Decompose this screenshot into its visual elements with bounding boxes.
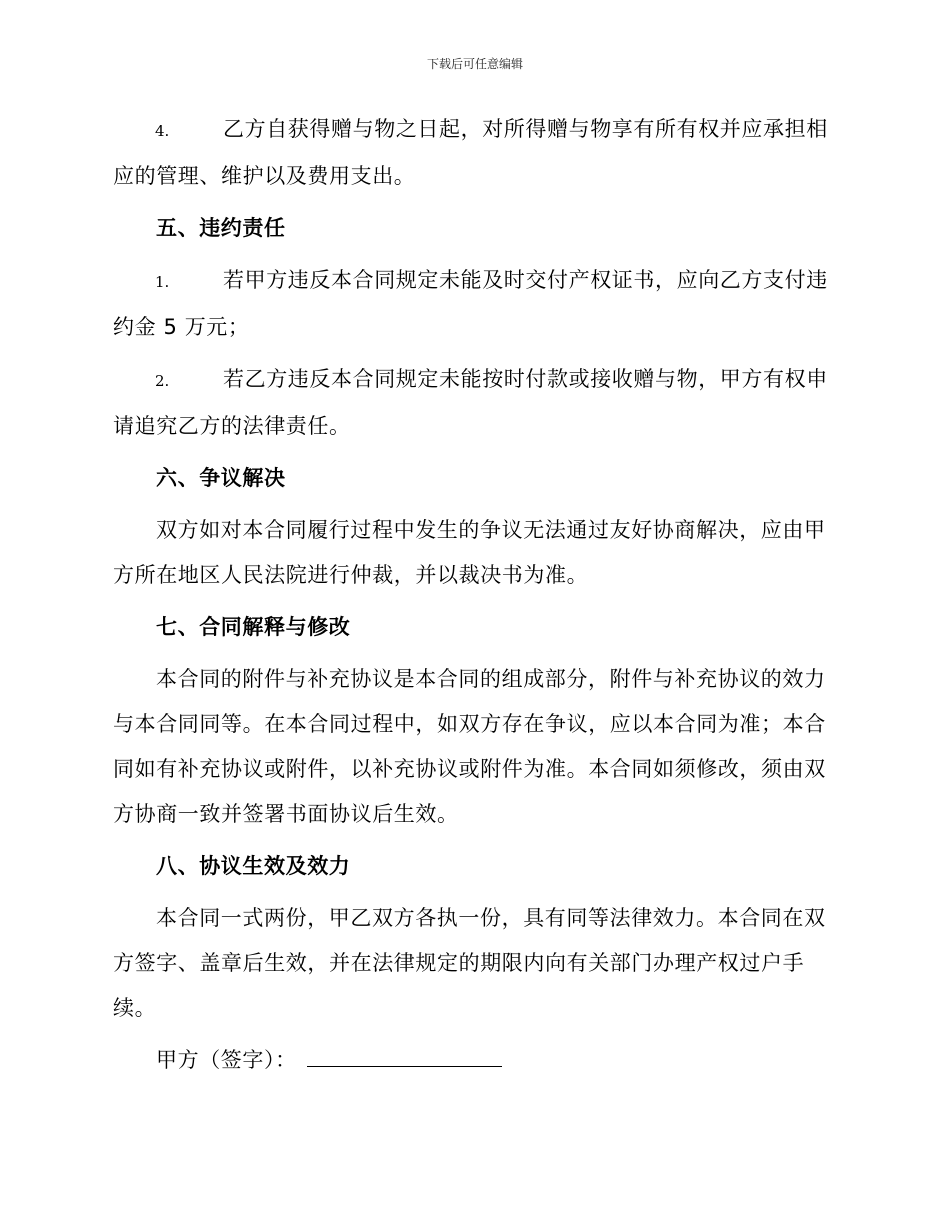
section-heading-dispute: 六、争议解决 <box>156 466 286 490</box>
clause-5-1 <box>113 258 835 350</box>
document-body <box>113 107 835 1083</box>
section-body-effect: 本合同一式两份，甲乙双方各执一份，具有同等法律效力。本合同在双方签字、盖章后生效，并在法律规定的期限内向有关部门办理产权过户手续。 <box>113 906 826 1020</box>
clause-number: 2. <box>155 372 170 390</box>
section-body-dispute: 双方如对本合同履行过程中发生的争议无法通过友好协商解决，应由甲方所在地区人民法院进行仲裁，并以裁决书为准。 <box>113 518 826 587</box>
signature-line-party-a <box>113 1038 835 1083</box>
signature-label: 甲方（签字）： <box>156 1048 297 1072</box>
clause-number: 4. <box>155 122 170 140</box>
signature-blank[interactable] <box>307 1046 502 1067</box>
section-heading-interpretation: 七、合同解释与修改 <box>156 615 351 639</box>
clause-text: 若甲方违反本合同规定未能及时交付产权证书，应向乙方支付违约金 5 万元； <box>113 268 828 339</box>
clause-text: 若乙方违反本合同规定未能按时付款或接收赠与物，甲方有权申请追究乙方的法律责任。 <box>113 367 828 438</box>
header-note: 下载后可任意编辑 <box>426 57 523 71</box>
clause-number: 1. <box>155 273 170 291</box>
clause-5-2 <box>113 357 835 449</box>
section-heading-effect: 八、协议生效及效力 <box>156 854 351 878</box>
section-heading-liability: 五、违约责任 <box>156 216 286 240</box>
section-body-interpretation: 本合同的附件与补充协议是本合同的组成部分，附件与补充协议的效力与本合同同等。在本合同过程中，如双方存在争议，应以本合同为准；本合同如有补充协议或附件，以补充协议或附件为准。本合同如须修改，须由双方协商一致并签署书面协议后生效。 <box>113 667 826 826</box>
clause-text: 乙方自获得赠与物之日起，对所得赠与物享有所有权并应承担相应的管理、维护以及费用支出。 <box>113 117 828 188</box>
clause-4 <box>113 107 835 199</box>
